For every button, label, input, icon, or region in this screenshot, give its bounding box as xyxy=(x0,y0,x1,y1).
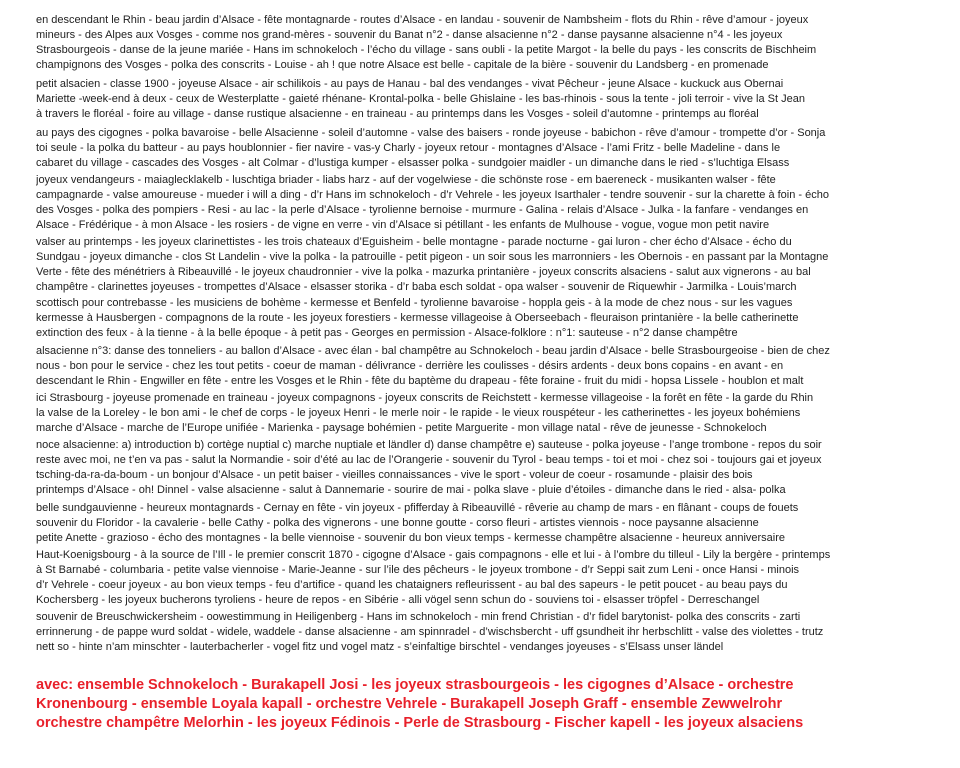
title-line: tsching-da-ra-da-boum - un bonjour d’Alsace - un petit baiser - vieilles connaissances - vive le sport - voleur de coeur - rosamunde - plaisir des bois xyxy=(36,469,753,481)
title-line: petite Anette - grazioso - écho des montagnes - la belle viennoise - souvenir du bon vieux temps - kermesse champêtre alsacienne - heureux anniversaire xyxy=(36,532,786,544)
title-line: valser au printemps - les joyeux clarinettistes - les trois chateaux d’Eguisheim - belle montagne - parade nocturne - gai luron - cher écho d’Alsace - écho du xyxy=(36,236,792,248)
title-line: alsacienne n°3: danse des tonneliers - au ballon d’Alsace - avec élan - bal champêtre au Schnokeloch - beau jardin d’Alsace - belle Strasbourgeoise - bien de chez xyxy=(36,345,830,357)
title-line: en descendant le Rhin - beau jardin d’Alsace - fête montagnarde - routes d’Alsace - en landau - souvenir de Nambsheim - flots du Rhin - rêve d’amour - joyeux xyxy=(36,14,809,26)
title-line: descendant le Rhin - Engwiller en fête - entre les Vosges et le Rhin - fête du baptème du drapeau - fête foraine - fruit du midi - hopsa Lissele - houblon et malt xyxy=(36,375,804,387)
title-line: errinnerung - de pappe wurd soldat - widele, waddele - danse alsacienne - am spinnradel - d’wischsbercht - uff gsundheit ihr herbschlitt - valse des violettes - trutz xyxy=(36,626,824,638)
title-line: petit alsacien - classe 1900 - joyeuse Alsace - air schilikois - au pays de Hanau - bal des vendanges - vivat Pêcheur - jeune Alsace - kuckuck aus Obernai xyxy=(36,78,784,90)
title-line: kermesse à Hausbergen - compagnons de la route - les joyeux forestiers - kermesse villageoise à Oberseebach - fleuraison printanière - la belle catherinette xyxy=(36,312,799,324)
title-line: toi seule - la polka du batteur - au pays houblonnier - fier navire - vas-y Charly - joyeux retour - montagnes d’Alsace - l’ami Fritz - belle Madeline - dans le xyxy=(36,142,781,154)
title-line: marche d’Alsace - marche de l’Europe unifiée - Marienka - paysage bohémien - petite Marguerite - mon village natal - rêve de jeunesse - Schnokeloch xyxy=(36,422,767,434)
title-line: joyeux vendangeurs - maiaglecklakelb - luschtiga briader - liabs harz - auf der vogelwiese - die schönste rose - em baereneck - musikanten walser - fête xyxy=(36,174,776,186)
title-line: d’r Vehrele - coeur joyeux - au bon vieux temps - feu d’artifice - quand les chataigners refleurissent - au bal des sapeurs - le petit poucet - au beau pays du xyxy=(36,579,788,591)
title-line: champêtre - clarinettes joyeuses - trompettes d’Alsace - elsasser storika - d’r baba esch soldat - opa walser - souvenir de Riquewhir - Jarmilka - Louis’march xyxy=(36,281,797,293)
artists-line: Kronenbourg - ensemble Loyala kapall - orchestre Vehrele - Burakapell Joseph Graff - ensemble Zewwelrohr xyxy=(36,696,783,712)
title-line: printemps d’Alsace - oh! Dinnel - valse alsacienne - salut à Dannemarie - sourire de mai - polka slave - pluie d’étoiles - dimanche dans le ried - alsa- polka xyxy=(36,484,786,496)
title-line: reste avec moi, ne t’en va pas - salut la Normandie - soir d’été au lac de l’Orangerie - souvenir du Tyrol - beau temps - toi et moi - chez soi - toujours gai et joyeux xyxy=(36,454,822,466)
title-line: Kochersberg - les joyeux bucherons tyroliens - heure de repos - en Sibérie - alli vögel senn schun do - souviens toi - elsasser tröpfel - Derreschangel xyxy=(36,594,760,606)
title-line: nett so - hinte n’am minschter - lauterbacherler - vogel fitz und vogel matz - s’einfaltige birschtel - vendanges joyeuses - s’Elsass unser ländel xyxy=(36,641,724,653)
title-line: nous - bon pour le service - chez les tout petits - coeur de maman - délivrance - derrière les coulisses - désirs ardents - deux bons copains - en avant - en xyxy=(36,360,784,372)
title-line: champignons des Vosges - polka des conscrits - Louise - ah ! que notre Alsace est belle - capitale de la bière - souvenir du Landsberg - en promenade xyxy=(36,59,769,71)
artists-line: orchestre champêtre Melorhin - les joyeux Fédinois - Perle de Strasbourg - Fischer kapell - les joyeux alsaciens xyxy=(36,715,804,731)
title-line: Alsace - Frédérique - à mon Alsace - les rosiers - de vigne en verre - vin d’Alsace si pétillant - les enfants de Mulhouse - vogue, vogue mon petit navire xyxy=(36,219,770,231)
title-line: scottisch pour contrebasse - les musiciens de bohème - kermesse et Benfeld - tyrolienne bavaroise - hoppla geis - à la mode de chez nous - sur les vagues xyxy=(36,297,793,309)
title-line: au pays des cigognes - polka bavaroise - belle Alsacienne - soleil d’automne - valse des baisers - ronde joyeuse - babichon - rêve d’amour - trompette d’or - Sonja xyxy=(36,127,826,139)
artists-credit xyxy=(36,676,946,733)
title-line: souvenir de Breuschwickersheim - oowestimmung in Heiligenberg - Hans im schnokeloch - min frend Christian - d’r fidel barytonist- polka des conscrits - zarti xyxy=(36,611,801,623)
title-line: Mariette -week-end à deux - ceux de Westerplatte - gaieté rhénane- Krontal-polka - belle Ghislaine - les bas-rhinois - sous la tente - joli terroir - vive la St Jean xyxy=(36,93,805,105)
title-line: cabaret du village - cascades des Vosges - alt Colmar - d’lustiga kumper - elsasser polka - sundgoier maidler - un dimanche dans le ried - s’luchtiga Elsass xyxy=(36,157,790,169)
title-line: noce alsacienne: a) introduction b) cortège nuptial c) marche nuptiale et ländler d) danse champêtre e) sauteuse - polka joyeuse - l’ange trombone - repos du soir xyxy=(36,439,822,451)
title-line: Strasbourgeois - danse de la jeune mariée - Hans im schnokeloch - l’écho du village - sans oubli - la petite Margot - la belle du pays - les conscrits de Bischheim xyxy=(36,44,817,56)
title-line: Sundgau - joyeux dimanche - clos St Landelin - vive la polka - la patrouille - petit pigeon - un soir sous les marronniers - les Obernois - en passant par la Montagne xyxy=(36,251,829,263)
title-line: Verte - fête des ménétriers à Ribeauvillé - le joyeux chaudronnier - vive la polka - mazurka printanière - joyeux conscrits alsaciens - salut aux vignerons - au bal xyxy=(36,266,811,278)
title-line: extinction des feux - à la tienne - à la belle époque - à petit pas - Georges en permission - Alsace-folklore : n°1: sauteuse - n°2 danse champêtre xyxy=(36,327,738,339)
title-line: mineurs - des Alpes aux Vosges - comme nos grand-mères - souvenir du Banat n°2 - danse alsacienne n°2 - danse paysanne alsacienne n°4 - les joyeux xyxy=(36,29,783,41)
title-line: campagnarde - valse amoureuse - mueder i will a ding - d’r Hans im schnokeloch - d’r Vehrele - les joyeux Isarthaler - tendre souvenir - sur la charette à foin - écho xyxy=(36,189,829,201)
title-line: belle sundgauvienne - heureux montagnards - Cernay en fête - vin joyeux - pfifferday à Ribeauvillé - rêverie au champ de mars - en flânant - coups de fouets xyxy=(36,502,799,514)
title-line: des Vosges - polka des pompiers - Resi - au lac - la perle d’Alsace - tyrolienne bernoise - murmure - Galina - relais d’Alsace - Julka - la fanfare - vendanges en xyxy=(36,204,809,216)
title-line: souvenir du Floridor - la cavalerie - belle Cathy - polka des vignerons - une bonne goutte - corso fleuri - artistes viennois - noce paysanne alsacienne xyxy=(36,517,759,529)
title-line: à St Barnabé - columbaria - petite valse viennoise - Marie-Jeanne - sur l’ile des pêcheurs - le joyeux trombone - d’r Seppi sait zum Leni - once Hansi - minois xyxy=(36,564,800,576)
artists-line: avec: ensemble Schnokeloch - Burakapell Josi - les joyeux strasbourgeois - les cigognes d’Alsace - orchestre xyxy=(36,677,794,693)
title-line: à travers le floréal - foire au village - danse rustique alsacienne - en traineau - au printemps dans les Vosges - soleil d’automne - printemps au floréal xyxy=(36,108,759,120)
title-line: la valse de la Loreley - le bon ami - le chef de corps - le joyeux Henri - le merle noir - le rapide - le vieux rouspéteur - les catherinettes - les joyeux bohémiens xyxy=(36,407,801,419)
title-line: ici Strasbourg - joyeuse promenade en traineau - joyeux compagnons - joyeux conscrits de Reichstett - kermesse villageoise - la forêt en fête - la garde du Rhin xyxy=(36,392,814,404)
title-line: Haut-Koenigsbourg - à la source de l’Ill - le premier conscrit 1870 - cigogne d’Alsace - gais compagnons - elle et lui - à l’ombre du tilleul - Lily la bergère - printemps xyxy=(36,549,831,561)
